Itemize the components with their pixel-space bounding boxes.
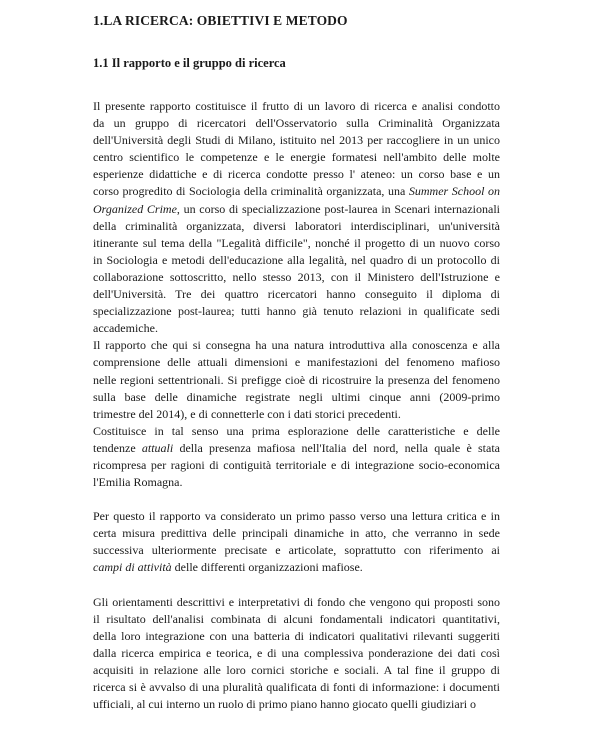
paragraph-gap xyxy=(93,577,500,594)
subsection-heading: 1.1 Il rapporto e il gruppo di ricerca xyxy=(93,56,286,70)
section-heading: 1.LA RICERCA: OBIETTIVI E METODO xyxy=(93,13,348,28)
italic-run: Organized Crime xyxy=(93,201,177,216)
text-run: corso progredito di Sociologia della criminalità organizzata, una xyxy=(93,184,409,199)
text-run: ricerca si è avvalso di una pluralità qualificata di fonti di informazione: i documenti xyxy=(93,680,500,694)
text-line xyxy=(93,389,500,406)
paragraph-p1 xyxy=(93,98,500,337)
text-run: dell'Università degli Studi di Milano, istituito nel 2013 per raccogliere in un unico xyxy=(93,133,500,148)
text-run: accademiche. xyxy=(93,321,158,336)
paragraph-gap xyxy=(93,491,500,508)
text-run: della loro integrazione con una batteria di indicatori qualitativi rilevanti suggeriti xyxy=(93,628,500,643)
text-line xyxy=(93,457,500,474)
text-run: dalla ricerca empirica e teorica, e di una complessiva ponderazione dei dati così xyxy=(93,645,500,660)
text-run: il risultato dell'analisi combinata di alcuni fondamentali indicatori quantitativi, xyxy=(93,611,500,626)
text-run: centro scientifico le competenze e le energie formatesi nell'ambito delle molte xyxy=(93,150,500,165)
text-line xyxy=(93,235,500,252)
paragraph-p4 xyxy=(93,508,500,576)
text-run: dell'Università. Tre dei quattro ricercatori hanno conseguito il diploma di xyxy=(93,287,500,302)
paragraph-p2 xyxy=(93,337,500,422)
text-line xyxy=(93,372,500,389)
text-run: da un gruppo di ricercatori dell'Osservatorio sulla Criminalità Organizzata xyxy=(93,116,500,131)
text-line xyxy=(93,594,500,611)
paragraph-p3 xyxy=(93,423,500,491)
text-run: acquisiti in relazione alle loro cornici storiche e sociali. A tal fine il gruppo di xyxy=(93,662,500,677)
body-text xyxy=(93,98,500,713)
text-line xyxy=(93,645,500,662)
text-run: Costituisce in tal senso una prima esplorazione delle caratteristiche e delle xyxy=(93,423,500,438)
text-line xyxy=(93,201,500,218)
text-run: collaborazione sottoscritto, nello stesso 2013, con il Ministero dell'Istruzione e xyxy=(93,269,500,284)
text-run: Il rapporto che qui si consegna ha una natura introduttiva alla conoscenza e alla xyxy=(93,338,500,353)
italic-run: campi di attività xyxy=(93,560,172,575)
text-line xyxy=(93,286,500,303)
text-run: in Sociologia e metodi dell'educazione alla legalità, nel quadro di un protocollo di xyxy=(93,252,500,267)
text-line xyxy=(93,303,500,320)
text-line xyxy=(93,183,500,200)
text-line xyxy=(93,115,500,132)
text-line xyxy=(93,218,500,235)
text-run: della presenza mafiosa nell'Italia del nord, nella quale è stata xyxy=(173,440,500,455)
text-run: comprensione delle attuali dimensioni e manifestazioni del fenomeno mafioso xyxy=(93,355,500,370)
text-line xyxy=(93,354,500,371)
text-run: sulla base delle dinamiche registrate negli ultimi cinque anni (2009-primo xyxy=(93,389,500,404)
text-line xyxy=(93,679,500,696)
italic-run: attuali xyxy=(141,440,174,455)
text-run: Per questo il rapporto va considerato un primo passo verso una lettura critica e in xyxy=(93,509,500,524)
text-run: certa misura predittiva delle principali dinamiche in atto, che verranno in sede xyxy=(93,526,500,541)
text-line xyxy=(93,696,500,713)
text-line xyxy=(93,149,500,166)
text-line xyxy=(93,252,500,269)
text-line xyxy=(93,423,500,440)
text-line xyxy=(93,662,500,679)
text-line xyxy=(93,474,500,491)
text-line xyxy=(93,406,500,423)
paragraph-p5 xyxy=(93,594,500,714)
text-line xyxy=(93,337,500,354)
text-line xyxy=(93,269,500,286)
text-line xyxy=(93,320,500,337)
text-run: delle differenti organizzazioni mafiose. xyxy=(171,560,363,575)
text-line xyxy=(93,542,500,559)
text-run: tendenze xyxy=(93,440,142,455)
text-run: specializzazione post-laurea; tutti hanno già tenuto relazioni in qualificate sedi xyxy=(93,304,500,319)
text-run: Gli orientamenti descrittivi e interpretativi di fondo che vengono qui proposti sono xyxy=(93,594,500,609)
text-run: , un corso di specializzazione post-laurea in Scenari internazionali xyxy=(176,201,500,216)
text-run: l'Emilia Romagna. xyxy=(93,475,183,490)
text-run: nelle regioni settentrionali. Si prefigge cioè di ricostruire la presenza del fenomeno xyxy=(93,372,500,387)
text-run: successiva ulteriormente precisate e articolate, soprattutto con riferimento ai xyxy=(93,543,500,558)
text-run: ufficiali, al cui interno un ruolo di primo piano hanno giocato quelli giudiziari o xyxy=(93,697,477,712)
text-line xyxy=(93,508,500,525)
text-run: itinerante sul tema della "Legalità difficile", nonché il progetto di un nuovo corso xyxy=(93,235,500,250)
text-run: esperienze didattiche e di ricerca condotte presso l' ateneo: un corso base e un xyxy=(93,167,500,182)
text-line xyxy=(93,98,500,115)
text-line xyxy=(93,611,500,628)
text-run: ricompresa per ragioni di contiguità territoriale e di integrazione socio-economica xyxy=(93,457,500,472)
text-run: trimestre del 2014), e di connetterle con i dati storici precedenti. xyxy=(93,406,401,421)
italic-run: Summer School on xyxy=(408,184,500,199)
text-line xyxy=(93,559,500,576)
text-run: della criminalità organizzata, diversi laboratori interdisciplinari, un'università xyxy=(93,218,500,233)
text-line xyxy=(93,525,500,542)
text-line xyxy=(93,132,500,149)
text-run: Il presente rapporto costituisce il frutto di un lavoro di ricerca e analisi condotto xyxy=(93,99,500,113)
text-line xyxy=(93,166,500,183)
text-line xyxy=(93,628,500,645)
text-line xyxy=(93,440,500,457)
